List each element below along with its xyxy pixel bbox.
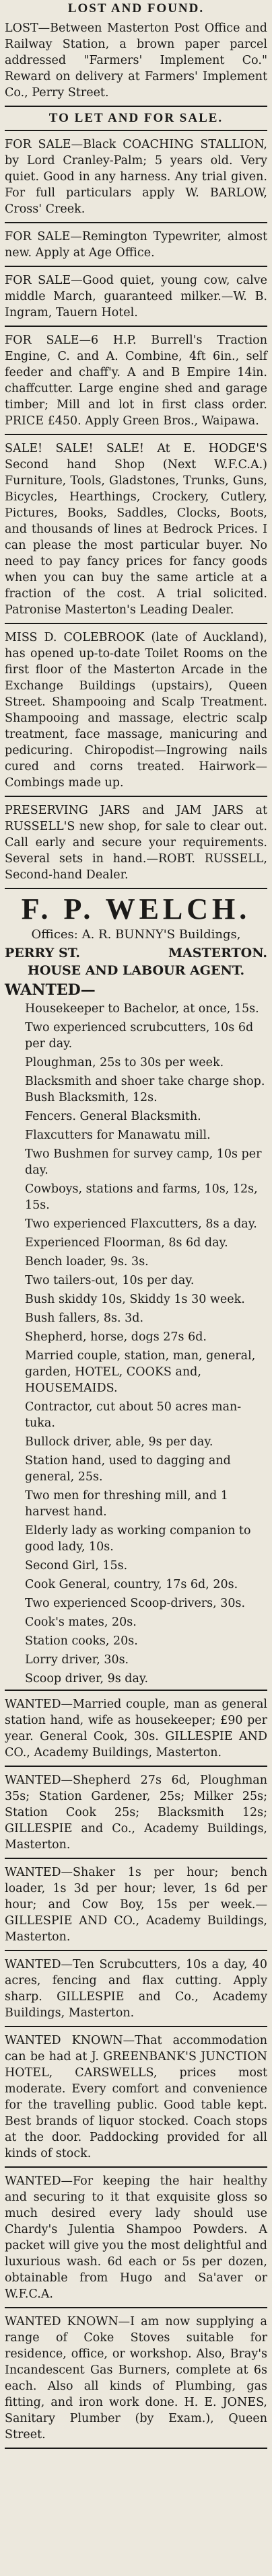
divider <box>5 266 267 267</box>
wanted-ad: WANTED—Married couple, man as general station hand, wife as housekeeper; £90 per year. General Cook, 30s. GILLESPIE AND CO., Academy Buildings, Masterton. <box>5 1698 267 1759</box>
welch-listing-line: Second Girl, 15s. <box>25 1559 128 1573</box>
divider <box>5 434 267 435</box>
welch-listing-line: Married couple, station, man, general, garden, HOTEL, COOKS and, HOUSEMAIDS. <box>25 1349 256 1395</box>
welch-listing-line: Elderly lady as working companion to good lady, 10s. <box>25 1524 251 1554</box>
wanted-ad: WANTED—For keeping the hair healthy and securing to it that exquisite gloss so much desired every lady should use Chardy's Julentia Shampoo Powders. A packet will give you the most delightful and luxurious wash. 6d each or 5s per dozen, obtainable from Hugo and Sa'aver or W.F.C.A. <box>5 2174 267 2301</box>
welch-listing-line: Bush skiddy 10s, Skiddy 1s 30 week. <box>25 1293 245 1306</box>
welch-listing-line: Shepherd, horse, dogs 27s 6d. <box>25 1330 207 1344</box>
divider <box>5 2307 267 2308</box>
divider <box>5 2026 267 2027</box>
divider <box>5 106 267 107</box>
divider <box>5 623 267 624</box>
ad-russell-jars: PRESERVING JARS and JAM JARS at RUSSELL'S new shop, for sale to clear out. Call early and secure your requirements. Several sets in hand.—ROBT. RUSSELL, Second-hand Dealer. <box>5 804 267 882</box>
wanted-ad: WANTED—Shaker 1s per hour; bench loader, 1s 3d per hour; lever, 1s 6d per hour; and Cow Boy, 15s per week.—GILLESPIE AND CO., Academy Buildings, Masterton. <box>5 1866 267 1944</box>
divider <box>5 1858 267 1859</box>
welch-listing-line: Cowboys, stations and farms, 10s, 12s, 15s. <box>25 1182 258 1212</box>
ad-traction-engine: FOR SALE—6 H.P. Burrell's Traction Engine, C. and A. Combine, 4ft 6in., self feeder and chaff'y. A and B Empire 14in. chaffcutter. Large engine shed and garage timber; Mill and lot in first class order. PRICE £450. Apply Green Bros., Waipawa. <box>5 334 267 428</box>
lost-ad: LOST—Between Masterton Post Office and Railway Station, a brown paper parcel addressed "Farmers' Implement Co." Reward on delivery at Farmers' Implement Co., Perry Street. <box>5 22 267 100</box>
divider <box>5 130 267 131</box>
welch-listing-line: Cook's mates, 20s. <box>25 1616 137 1629</box>
welch-listing-line: Station hand, used to dagging and general, 25s. <box>25 1454 231 1484</box>
welch-listing-line: Scoop driver, 9s day. <box>25 1672 149 1685</box>
lost-found-heading: LOST AND FOUND. <box>67 1 205 15</box>
ad-cow: FOR SALE—Good quiet, young cow, calve middle March, guaranteed milker.—W. B. Ingram, Tauern Hotel. <box>5 274 267 319</box>
welch-listing-line: Two experienced scrubcutters, 10s 6d per day. <box>25 1021 254 1051</box>
divider <box>5 888 267 889</box>
welch-wanted-intro: WANTED— <box>5 981 96 999</box>
divider <box>5 1950 267 1951</box>
welch-listing-line: Ploughman, 25s to 30s per week. <box>25 1056 224 1069</box>
welch-lines <box>5 1001 267 1687</box>
welch-listing-line: Bush fallers, 8s. 3d. <box>25 1312 144 1325</box>
ad-colebrook: MISS D. COLEBROOK (late of Auckland), has opened up-to-date Toilet Rooms on the first floor of the Masterton Arcade in the Exchange Buildings (upstairs), Queen Street. Shampooing and Scalp Treatment. Shampooing and massage, electric scalp treatment, face massage, manicuring and pedicuring. Chiropodist—Ingrowing nails cured and corns treated. Hairwork—Combings made up. <box>5 631 267 790</box>
welch-listing-line: Bench loader, 9s. 3s. <box>25 1255 149 1268</box>
welch-listing-line: Housekeeper to Bachelor, at once, 15s. <box>25 1002 259 1016</box>
welch-listing-line: Cook General, country, 17s 6d, 20s. <box>25 1578 238 1591</box>
welch-listing-line: Two tailers-out, 10s per day. <box>25 1274 195 1287</box>
divider <box>5 2166 267 2168</box>
ad-hodge-sale: SALE! SALE! SALE! At E. HODGE'S Second hand Shop (Next W.F.C.A.) Furniture, Tools, Gladstones, Trunks, Guns, Bicycles, Hearthings, Crockery, Cutlery, Pictures, Books, Saddles, Clocks, Boots, and thousands of lines at Bedrock Prices. I can please the most particular buyer. No need to pay fancy prices for fancy goods when you can buy the same article at a fraction of the cost. A trial solicited. Patronise Masterton's Leading Dealer. <box>5 442 267 617</box>
welch-town: MASTERTON. <box>168 946 267 960</box>
welch-listing-line: Two experienced Flaxcutters, 8s a day. <box>25 1217 257 1231</box>
wanted-ad: WANTED KNOWN—I am now supplying a range of Coke Stoves suitable for residence, office, or workshop. Also, Bray's Incandescent Gas Burners, complete at 6s each. Also all kinds of Plumbing, gas fitting, and iron work done. H. E. JONES, Sanitary Plumber (by Exam.), Queen Street. <box>5 2315 267 2441</box>
divider <box>5 1766 267 1767</box>
welch-listing-line: Flaxcutters for Manawatu mill. <box>25 1129 211 1142</box>
welch-street: PERRY ST. <box>5 946 80 960</box>
welch-listing-line: Bullock driver, able, 9s per day. <box>25 1435 213 1449</box>
welch-listing-line: Contractor, cut about 50 acres man-tuka. <box>25 1400 242 1430</box>
welch-title: F. P. WELCH. <box>21 893 251 925</box>
to-let-heading: TO LET AND FOR SALE. <box>48 111 224 125</box>
welch-listing-line: Two experienced Scoop-drivers, 30s. <box>25 1597 246 1610</box>
divider <box>5 1690 267 1691</box>
welch-listing-line: Fencers. General Blacksmith. <box>25 1110 201 1123</box>
divider <box>5 326 267 327</box>
ad-stallion: FOR SALE—Black COACHING STALLION, by Lord Cranley-Palm; 5 years old. Very quiet. Good in any harness. Any trial given. For full particulars apply W. BARLOW, Cross' Creek. <box>5 138 267 216</box>
welch-block <box>5 892 267 1687</box>
welch-address <box>5 946 267 960</box>
welch-agent: HOUSE AND LABOUR AGENT. <box>27 963 245 978</box>
wanted-ad: WANTED—Shepherd 27s 6d, Ploughman 35s; Station Gardener, 25s; Milker 25s; Station Cook 25s; Blacksmith 12s; GILLESPIE and Co., Academy Buildings, Masterton. <box>5 1774 267 1852</box>
welch-listing <box>5 982 267 1687</box>
ad-typewriter: FOR SALE—Remington Typewriter, almost new. Apply at Age Office. <box>5 230 267 260</box>
wanted-ads <box>5 1694 267 2449</box>
welch-listing-line: Blacksmith and shoer take charge shop. Bush Blacksmith, 12s. <box>25 1075 265 1104</box>
welch-listing-line: Two Bushmen for survey camp, 10s per day. <box>25 1147 262 1177</box>
welch-offices: Offices: A. R. BUNNY'S Buildings, <box>31 927 241 942</box>
welch-listing-line: Station cooks, 20s. <box>25 1634 138 1648</box>
divider <box>5 222 267 223</box>
welch-listing-line: Experienced Floorman, 8s 6d day. <box>25 1236 228 1250</box>
welch-listing-line: Lorry driver, 30s. <box>25 1653 129 1667</box>
wanted-ad: WANTED—Ten Scrubcutters, 10s a day, 40 acres, fencing and flax cutting. Apply sharp. GILLESPIE and Co., Academy Buildings, Masterton. <box>5 1958 267 2020</box>
divider <box>5 2448 267 2449</box>
wanted-ad: WANTED KNOWN—That accommodation can be had at J. GREENBANK'S JUNCTION HOTEL, CARSWELLS, prices most moderate. Every comfort and convenience for the travelling public. Good table kept. Best brands of liquor stocked. Coach stops at the door. Paddocking provided for all kinds of stock. <box>5 2034 267 2160</box>
divider <box>5 796 267 797</box>
welch-listing-line: Two men for threshing mill, and 1 harvest hand. <box>25 1489 228 1519</box>
